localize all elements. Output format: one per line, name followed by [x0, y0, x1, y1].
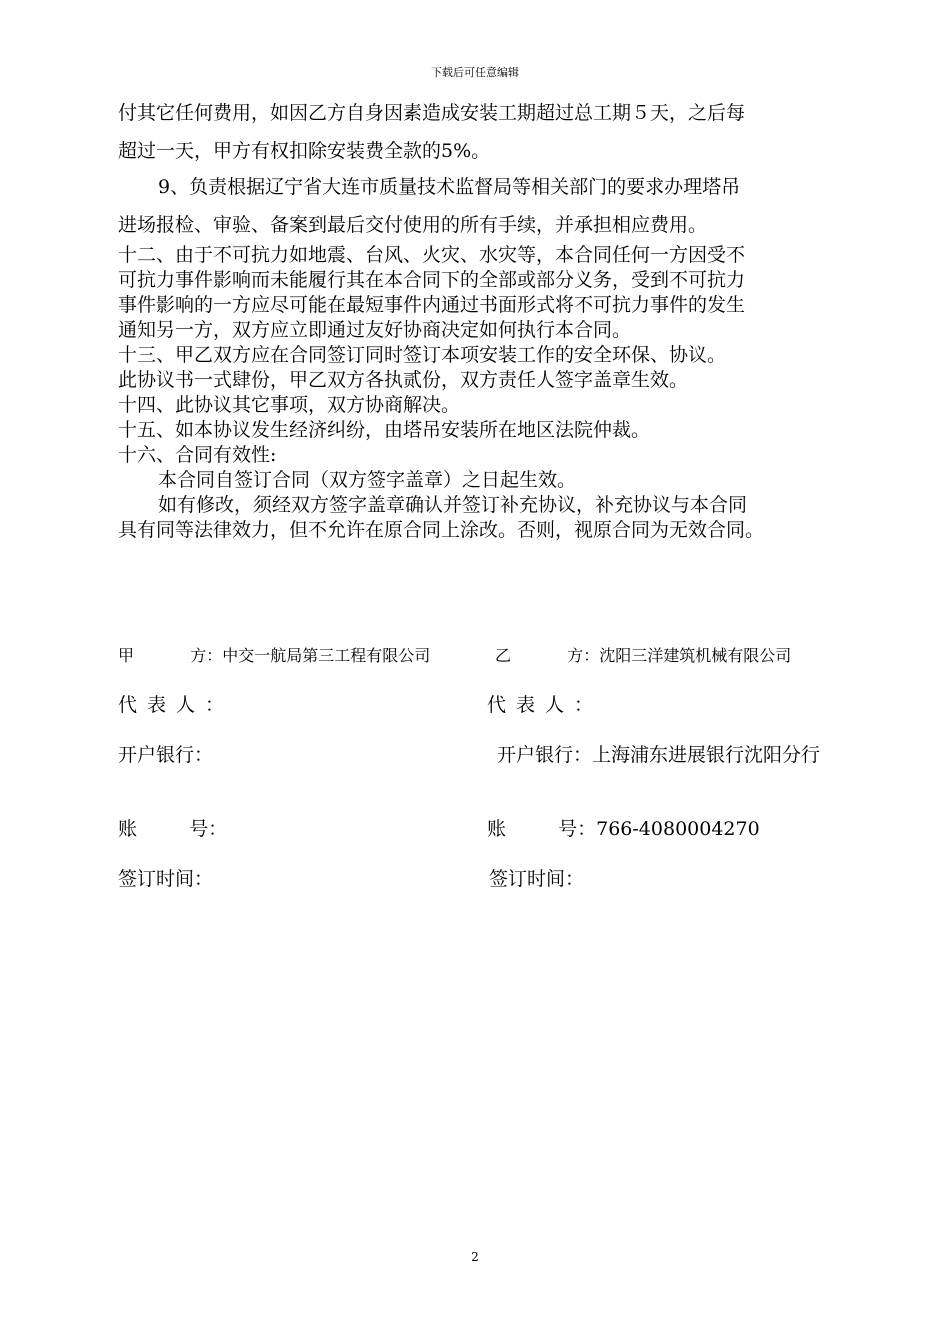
party-b-char2: 方：	[567, 646, 600, 665]
text-line: 十五、如本协议发生经济纠纷，由塔吊安装所在地区法院仲裁。	[118, 419, 651, 441]
party-b-name: 沈阳三洋建筑机械有限公司	[599, 646, 792, 665]
bank-label: 开户银行：	[497, 744, 593, 766]
text-line: 9、负责根据辽宁省大连市质量技术监督局等相关部门的要求办理塔吊	[158, 176, 741, 198]
party-a-name: 中交一航局第三工程有限公司	[222, 646, 431, 665]
header-note: 下载后可任意编辑	[431, 66, 519, 79]
text-line: 具有同等法律效力，但不允许在原合同上涂改。否则，视原合同为无效合同。	[118, 519, 765, 541]
text-line: 事件影响的一方应尽可能在最短事件内通过书面形式将不可抗力事件的发生	[118, 294, 746, 316]
clause-13	[118, 343, 868, 393]
text-line: 此协议书一式肆份，甲乙双方各执贰份，双方责任人签字盖章生效。	[118, 369, 689, 391]
page-number: 2	[471, 1250, 479, 1264]
party-b-char1: 乙	[495, 646, 512, 665]
account-label-char1: 账	[487, 818, 507, 840]
text-line: 十六、合同有效性:	[118, 444, 277, 466]
party-b-label	[495, 644, 791, 668]
paragraph-fees	[118, 94, 868, 170]
bank-value: 上海浦东进展银行沈阳分行	[592, 744, 821, 766]
party-b-account	[487, 817, 760, 841]
account-label-char2: 号：	[558, 818, 597, 840]
party-b-bank	[497, 743, 857, 767]
text-line: 如有修改，须经双方签字盖章确认并签订补充协议，补充协议与本合同	[158, 494, 748, 516]
clause-14-16	[118, 393, 868, 543]
text-line: 付其它任何费用，如因乙方自身因素造成安装工期超过总工期５天，之后每	[118, 102, 746, 124]
text-line: 十二、由于不可抗力如地震、台风、火灾、水灾等，本合同任何一方因受不	[118, 244, 746, 266]
account-label-char2: 号：	[189, 818, 228, 840]
text-line: 十三、甲乙双方应在合同签订同时签订本项安装工作的安全环保、协议。	[118, 344, 727, 366]
party-a-representative: 代表人：	[118, 694, 235, 716]
account-value: 766-4080004270	[596, 818, 760, 840]
text-line: 进场报检、审验、备案到最后交付使用的所有手续，并承担相应费用。	[118, 214, 708, 236]
party-b-representative: 代表人：	[487, 694, 604, 716]
party-a-bank: 开户银行：	[118, 744, 214, 766]
party-a-char1: 甲	[118, 646, 135, 665]
party-a-label	[118, 644, 430, 668]
clause-12	[118, 243, 868, 343]
text-line: 通知另一方，双方应立即通过友好协商决定如何执行本合同。	[118, 319, 632, 341]
paragraph-item-9	[118, 168, 868, 244]
text-line: 可抗力事件影响而未能履行其在本合同下的全部或部分义务，受到不可抗力	[118, 269, 746, 291]
text-line: 本合同自签订合同（双方签字盖章）之日起生效。	[158, 469, 577, 491]
text-line: 超过一天，甲方有权扣除安装费全款的5%。	[118, 140, 491, 162]
party-a-char2: 方：	[190, 646, 223, 665]
party-a-account	[118, 817, 227, 841]
party-a-date: 签订时间：	[118, 868, 214, 890]
text-line: 十四、此协议其它事项，双方协商解决。	[118, 394, 461, 416]
party-b-date: 签订时间：	[489, 868, 585, 890]
account-label-char1: 账	[118, 818, 138, 840]
